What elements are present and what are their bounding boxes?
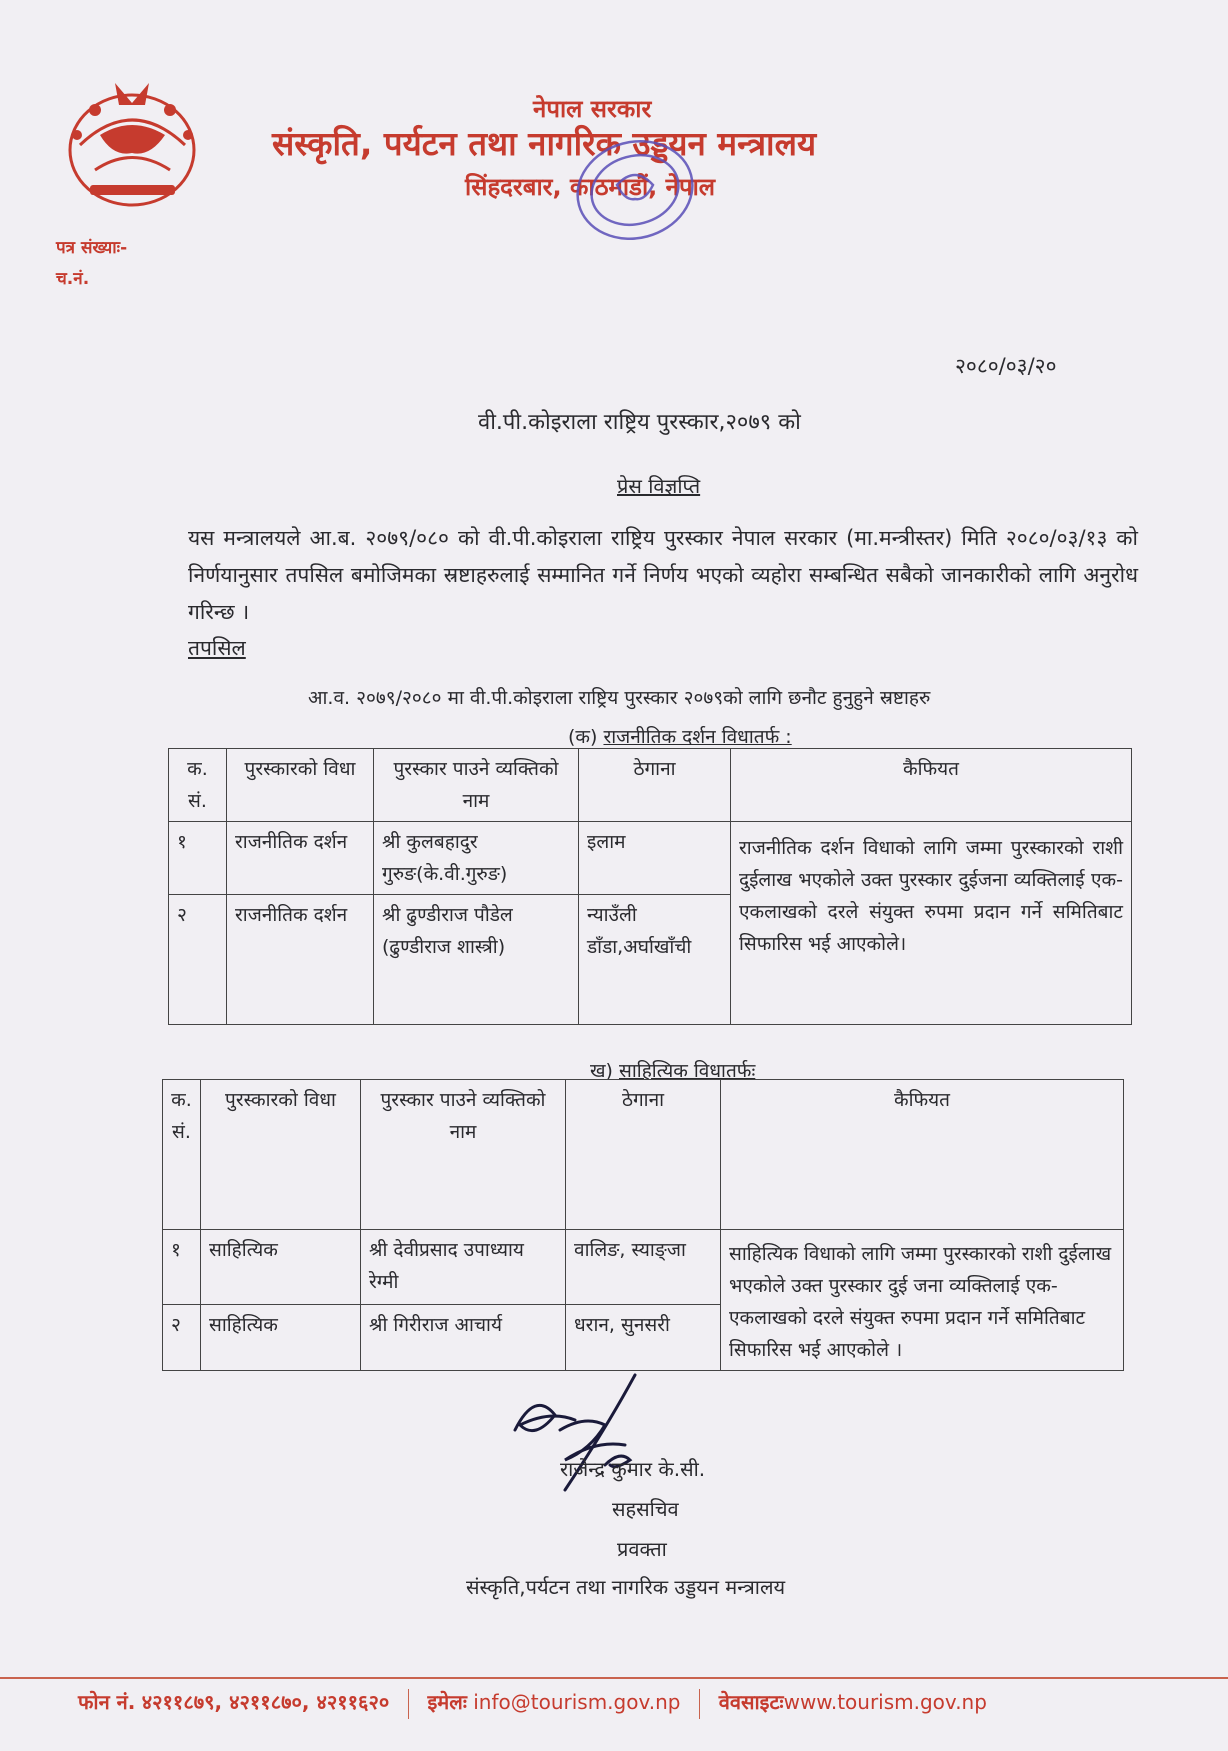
nepal-emblem-icon (55, 75, 210, 215)
press-release-body: यस मन्त्रालयले आ.ब. २०७९/०८० को वी.पी.कोइराला राष्ट्रिय पुरस्कार नेपाल सरकार (मा.मन्त्रीस्तर) मिति २०८०/०३/१३ को निर्णयानुसार तपसिल बमोजिमका स्रष्टाहरुलाई सम्मानित गर्ने निर्णय भएको व्यहोरा सम्बन्धित सबैको जानकारीको लागि अनुरोध गरिन्छ । (188, 526, 1138, 624)
government-name: नेपाल सरकार (533, 95, 652, 123)
signatory-role: प्रवक्ता (617, 1537, 667, 1561)
serial-cell: २ (163, 1305, 201, 1371)
section-a-title: राजनीतिक दर्शन विधातर्फ : (603, 726, 792, 748)
name-cell: श्री गिरीराज आचार्य (361, 1305, 566, 1371)
section-a-prefix: (क) (568, 726, 598, 748)
dispatch-number-label: च.नं. (56, 269, 90, 289)
column-header-serial: क. सं. (169, 749, 227, 822)
serial-cell: १ (163, 1230, 201, 1305)
address-cell: न्याउँली डाँडा,अर्घाखाँची (579, 895, 731, 1025)
letter-number-label: पत्र संख्याः- (56, 238, 128, 258)
document-date: २०८०/०३/२० (955, 354, 1057, 378)
table-header-row (169, 749, 1132, 822)
literature-table (162, 1079, 1124, 1371)
address-cell: इलाम (579, 822, 731, 895)
column-header-address: ठेगाना (579, 749, 731, 822)
website-link[interactable]: www.tourism.gov.np (783, 1690, 987, 1714)
column-header-name: पुरस्कार पाउने व्यक्तिको नाम (361, 1080, 566, 1230)
name-cell: श्री ढुण्डीराज पौडेल (ढुण्डीराज शास्त्री) (374, 895, 579, 1025)
footer-separator (408, 1689, 410, 1719)
table-row (169, 822, 1132, 895)
email-label: इमेलः (427, 1690, 467, 1714)
address-cell: वालिङ, स्याङ्जा (566, 1230, 721, 1305)
footer-divider (0, 1677, 1228, 1679)
political-philosophy-table (168, 748, 1132, 1025)
column-header-address: ठेगाना (566, 1080, 721, 1230)
genre-cell: राजनीतिक दर्शन (227, 895, 374, 1025)
phone-label: फोन नं. (78, 1690, 136, 1714)
remarks-cell: साहित्यिक विधाको लागि जम्मा पुरस्कारको राशी दुईलाख भएकोले उक्त पुरस्कार दुई जना व्यक्तिलाई एक-एकलाखको दरले संयुक्त रुपमा प्रदान गर्ने समितिबाट सिफारिस भई आएकोले । (721, 1230, 1124, 1371)
footer-separator (699, 1689, 701, 1719)
remarks-cell: राजनीतिक दर्शन विधाको लागि जम्मा पुरस्कारको राशी दुईलाख भएकोले उक्त पुरस्कार दुईजना व्यक्तिलाई एक-एकलाखको दरले संयुक्त रुपमा प्रदान गर्ने समितिबाट सिफारिस भई आएकोले। (731, 822, 1132, 1025)
phone-numbers: ४२११८७९, ४२११८७०, ४२११६२० (141, 1690, 390, 1714)
table-row (163, 1230, 1124, 1305)
serial-cell: २ (169, 895, 227, 1025)
column-header-name: पुरस्कार पाउने व्यक्तिको नाम (374, 749, 579, 822)
name-cell: श्री देवीप्रसाद उपाध्याय रेग्मी (361, 1230, 566, 1305)
section-b-title: साहित्यिक विधातर्फः (619, 1060, 756, 1082)
signatory-organization: संस्कृति,पर्यटन तथा नागरिक उड्डयन मन्त्रालय (466, 1575, 786, 1599)
column-header-serial: क. सं. (163, 1080, 201, 1230)
contact-footer (78, 1688, 987, 1719)
website-label: वेवसाइटः (718, 1690, 784, 1714)
email-link[interactable]: info@tourism.gov.np (473, 1690, 681, 1714)
handwritten-signature (495, 1370, 715, 1510)
address-cell: धरान, सुनसरी (566, 1305, 721, 1371)
awardees-list-heading: आ.व. २०७९/२०८० मा वी.पी.कोइराला राष्ट्रिय पुरस्कार २०७९को लागि छनौट हुनुहुने स्रष्टाहरु (308, 687, 931, 709)
press-release-heading: प्रेस विज्ञप्ति (617, 474, 701, 498)
signatory-designation: सहसचिव (612, 1497, 679, 1521)
column-header-genre: पुरस्कारको विधा (201, 1080, 361, 1230)
column-header-remarks: कैफियत (721, 1080, 1124, 1230)
table-header-row (163, 1080, 1124, 1230)
details-heading: तपसिल (188, 636, 246, 660)
document-title: वी.पी.कोइराला राष्ट्रिय पुरस्कार,२०७९ को (478, 410, 801, 435)
signatory-name: राजेन्द्र कुमार के.सी. (560, 1457, 706, 1481)
section-a-label (568, 723, 792, 749)
genre-cell: साहित्यिक (201, 1305, 361, 1371)
ministry-name: संस्कृति, पर्यटन तथा नागरिक उड्डयन मन्त्रालय (272, 124, 817, 163)
column-header-genre: पुरस्कारको विधा (227, 749, 374, 822)
section-b-prefix: ख) (590, 1060, 613, 1082)
genre-cell: साहित्यिक (201, 1230, 361, 1305)
official-stamp (555, 135, 715, 255)
serial-cell: १ (169, 822, 227, 895)
name-cell: श्री कुलबहादुर गुरुङ(के.वी.गुरुङ) (374, 822, 579, 895)
ministry-address: सिंहदरबार, काठमाडौं, नेपाल (465, 173, 716, 201)
genre-cell: राजनीतिक दर्शन (227, 822, 374, 895)
column-header-remarks: कैफियत (731, 749, 1132, 822)
